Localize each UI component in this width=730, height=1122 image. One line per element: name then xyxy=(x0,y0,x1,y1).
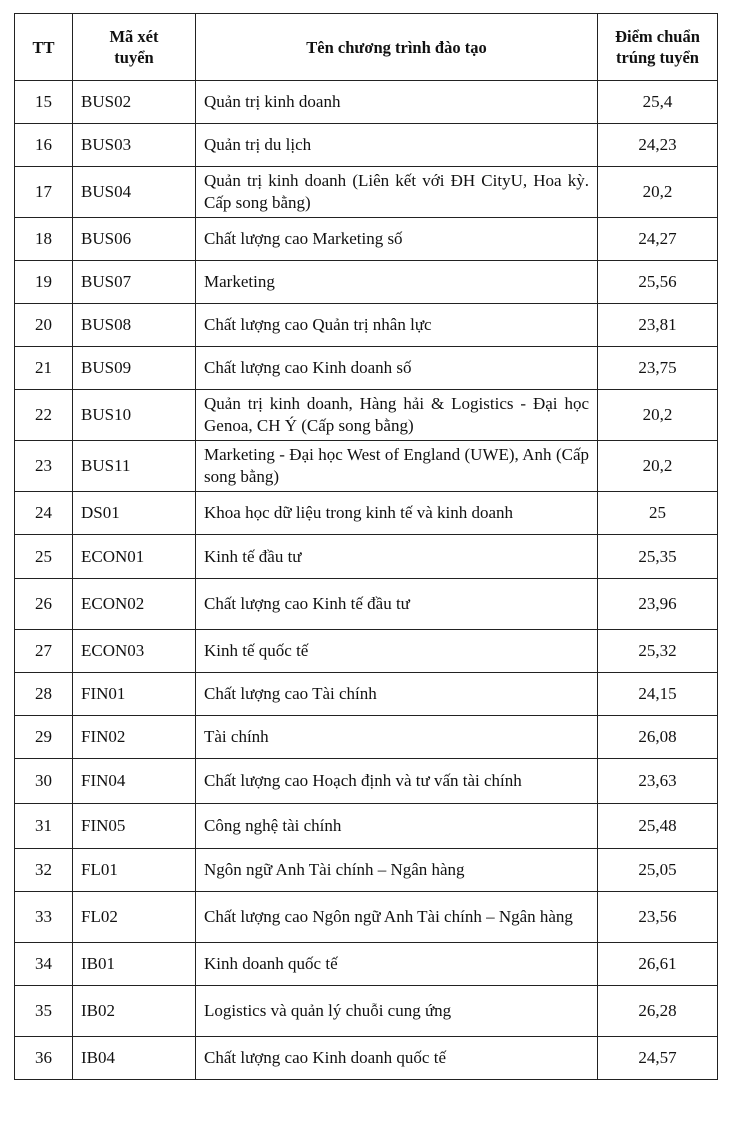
row-number: 32 xyxy=(15,849,73,892)
cutoff-score: 20,2 xyxy=(598,167,718,218)
row-number: 17 xyxy=(15,167,73,218)
cutoff-score: 25,56 xyxy=(598,261,718,304)
cutoff-score: 25,32 xyxy=(598,630,718,673)
admission-code: FIN04 xyxy=(73,759,196,804)
cutoff-score: 20,2 xyxy=(598,390,718,441)
table-row xyxy=(15,304,718,347)
row-number: 28 xyxy=(15,673,73,716)
table-row xyxy=(15,943,718,986)
row-number: 16 xyxy=(15,124,73,167)
admission-code: BUS10 xyxy=(73,390,196,441)
program-name: Chất lượng cao Quản trị nhân lực xyxy=(196,304,598,347)
program-name: Quản trị kinh doanh (Liên kết với ĐH CityU, Hoa kỳ. Cấp song bằng) xyxy=(196,167,598,218)
admission-code: BUS11 xyxy=(73,441,196,492)
table-row xyxy=(15,535,718,579)
program-name: Ngôn ngữ Anh Tài chính – Ngân hàng xyxy=(196,849,598,892)
table-row xyxy=(15,261,718,304)
program-name: Chất lượng cao Kinh doanh quốc tế xyxy=(196,1037,598,1080)
row-number: 19 xyxy=(15,261,73,304)
cutoff-score: 23,75 xyxy=(598,347,718,390)
table-row xyxy=(15,849,718,892)
row-number: 35 xyxy=(15,986,73,1037)
header-code: Mã xét tuyển xyxy=(73,14,196,81)
admission-code: ECON02 xyxy=(73,579,196,630)
cutoff-score: 23,56 xyxy=(598,892,718,943)
cutoff-score: 26,61 xyxy=(598,943,718,986)
row-number: 36 xyxy=(15,1037,73,1080)
program-name: Khoa học dữ liệu trong kinh tế và kinh doanh xyxy=(196,492,598,535)
header-program-name: Tên chương trình đào tạo xyxy=(196,14,598,81)
program-name: Chất lượng cao Ngôn ngữ Anh Tài chính – Ngân hàng xyxy=(196,892,598,943)
admission-code: FL02 xyxy=(73,892,196,943)
admission-code: DS01 xyxy=(73,492,196,535)
program-name: Marketing xyxy=(196,261,598,304)
program-name: Logistics và quản lý chuỗi cung ứng xyxy=(196,986,598,1037)
admission-code: BUS04 xyxy=(73,167,196,218)
row-number: 29 xyxy=(15,716,73,759)
program-name: Quản trị kinh doanh, Hàng hải & Logistics - Đại học Genoa, CH Ý (Cấp song bằng) xyxy=(196,390,598,441)
cutoff-score: 23,81 xyxy=(598,304,718,347)
header-row xyxy=(15,14,718,81)
table-row xyxy=(15,492,718,535)
cutoff-score: 26,28 xyxy=(598,986,718,1037)
cutoff-score: 24,23 xyxy=(598,124,718,167)
program-name: Kinh tế đầu tư xyxy=(196,535,598,579)
admission-code: BUS08 xyxy=(73,304,196,347)
program-name: Tài chính xyxy=(196,716,598,759)
admission-code: IB04 xyxy=(73,1037,196,1080)
table-row xyxy=(15,986,718,1037)
cutoff-score: 25,4 xyxy=(598,81,718,124)
table-row xyxy=(15,347,718,390)
cutoff-score: 26,08 xyxy=(598,716,718,759)
program-name: Kinh tế quốc tế xyxy=(196,630,598,673)
row-number: 27 xyxy=(15,630,73,673)
admission-code: BUS03 xyxy=(73,124,196,167)
cutoff-score: 24,15 xyxy=(598,673,718,716)
program-name: Công nghệ tài chính xyxy=(196,804,598,849)
row-number: 25 xyxy=(15,535,73,579)
header-tt: TT xyxy=(15,14,73,81)
row-number: 24 xyxy=(15,492,73,535)
admission-code: BUS06 xyxy=(73,218,196,261)
admission-code: FIN02 xyxy=(73,716,196,759)
admission-code: BUS09 xyxy=(73,347,196,390)
admission-code: BUS02 xyxy=(73,81,196,124)
row-number: 22 xyxy=(15,390,73,441)
cutoff-score: 23,63 xyxy=(598,759,718,804)
table-row xyxy=(15,673,718,716)
table-row xyxy=(15,1037,718,1080)
cutoff-score: 25,05 xyxy=(598,849,718,892)
program-name: Chất lượng cao Kinh doanh số xyxy=(196,347,598,390)
table-row xyxy=(15,390,718,441)
table-row xyxy=(15,124,718,167)
row-number: 31 xyxy=(15,804,73,849)
row-number: 26 xyxy=(15,579,73,630)
row-number: 20 xyxy=(15,304,73,347)
program-name: Marketing - Đại học West of England (UWE), Anh (Cấp song bằng) xyxy=(196,441,598,492)
table-row xyxy=(15,630,718,673)
admission-code: ECON01 xyxy=(73,535,196,579)
admission-code: BUS07 xyxy=(73,261,196,304)
cutoff-score: 24,27 xyxy=(598,218,718,261)
admission-scores-table xyxy=(14,13,718,1080)
program-name: Chất lượng cao Tài chính xyxy=(196,673,598,716)
program-name: Chất lượng cao Marketing số xyxy=(196,218,598,261)
table-row xyxy=(15,579,718,630)
table-row xyxy=(15,804,718,849)
table-row xyxy=(15,441,718,492)
row-number: 23 xyxy=(15,441,73,492)
table-row xyxy=(15,892,718,943)
admission-code: FL01 xyxy=(73,849,196,892)
table-row xyxy=(15,167,718,218)
row-number: 15 xyxy=(15,81,73,124)
program-name: Quản trị du lịch xyxy=(196,124,598,167)
header-score: Điểm chuẩn trúng tuyển xyxy=(598,14,718,81)
cutoff-score: 25 xyxy=(598,492,718,535)
row-number: 34 xyxy=(15,943,73,986)
program-name: Chất lượng cao Hoạch định và tư vấn tài chính xyxy=(196,759,598,804)
admission-code: IB01 xyxy=(73,943,196,986)
cutoff-score: 25,48 xyxy=(598,804,718,849)
row-number: 18 xyxy=(15,218,73,261)
program-name: Quản trị kinh doanh xyxy=(196,81,598,124)
admission-code: IB02 xyxy=(73,986,196,1037)
admission-code: FIN05 xyxy=(73,804,196,849)
program-name: Chất lượng cao Kinh tế đầu tư xyxy=(196,579,598,630)
row-number: 21 xyxy=(15,347,73,390)
cutoff-score: 25,35 xyxy=(598,535,718,579)
cutoff-score: 20,2 xyxy=(598,441,718,492)
row-number: 30 xyxy=(15,759,73,804)
table-body xyxy=(15,81,718,1080)
table-row xyxy=(15,716,718,759)
cutoff-score: 23,96 xyxy=(598,579,718,630)
cutoff-score: 24,57 xyxy=(598,1037,718,1080)
row-number: 33 xyxy=(15,892,73,943)
table-row xyxy=(15,81,718,124)
program-name: Kinh doanh quốc tế xyxy=(196,943,598,986)
table-row xyxy=(15,218,718,261)
table-row xyxy=(15,759,718,804)
admission-code: FIN01 xyxy=(73,673,196,716)
admission-code: ECON03 xyxy=(73,630,196,673)
